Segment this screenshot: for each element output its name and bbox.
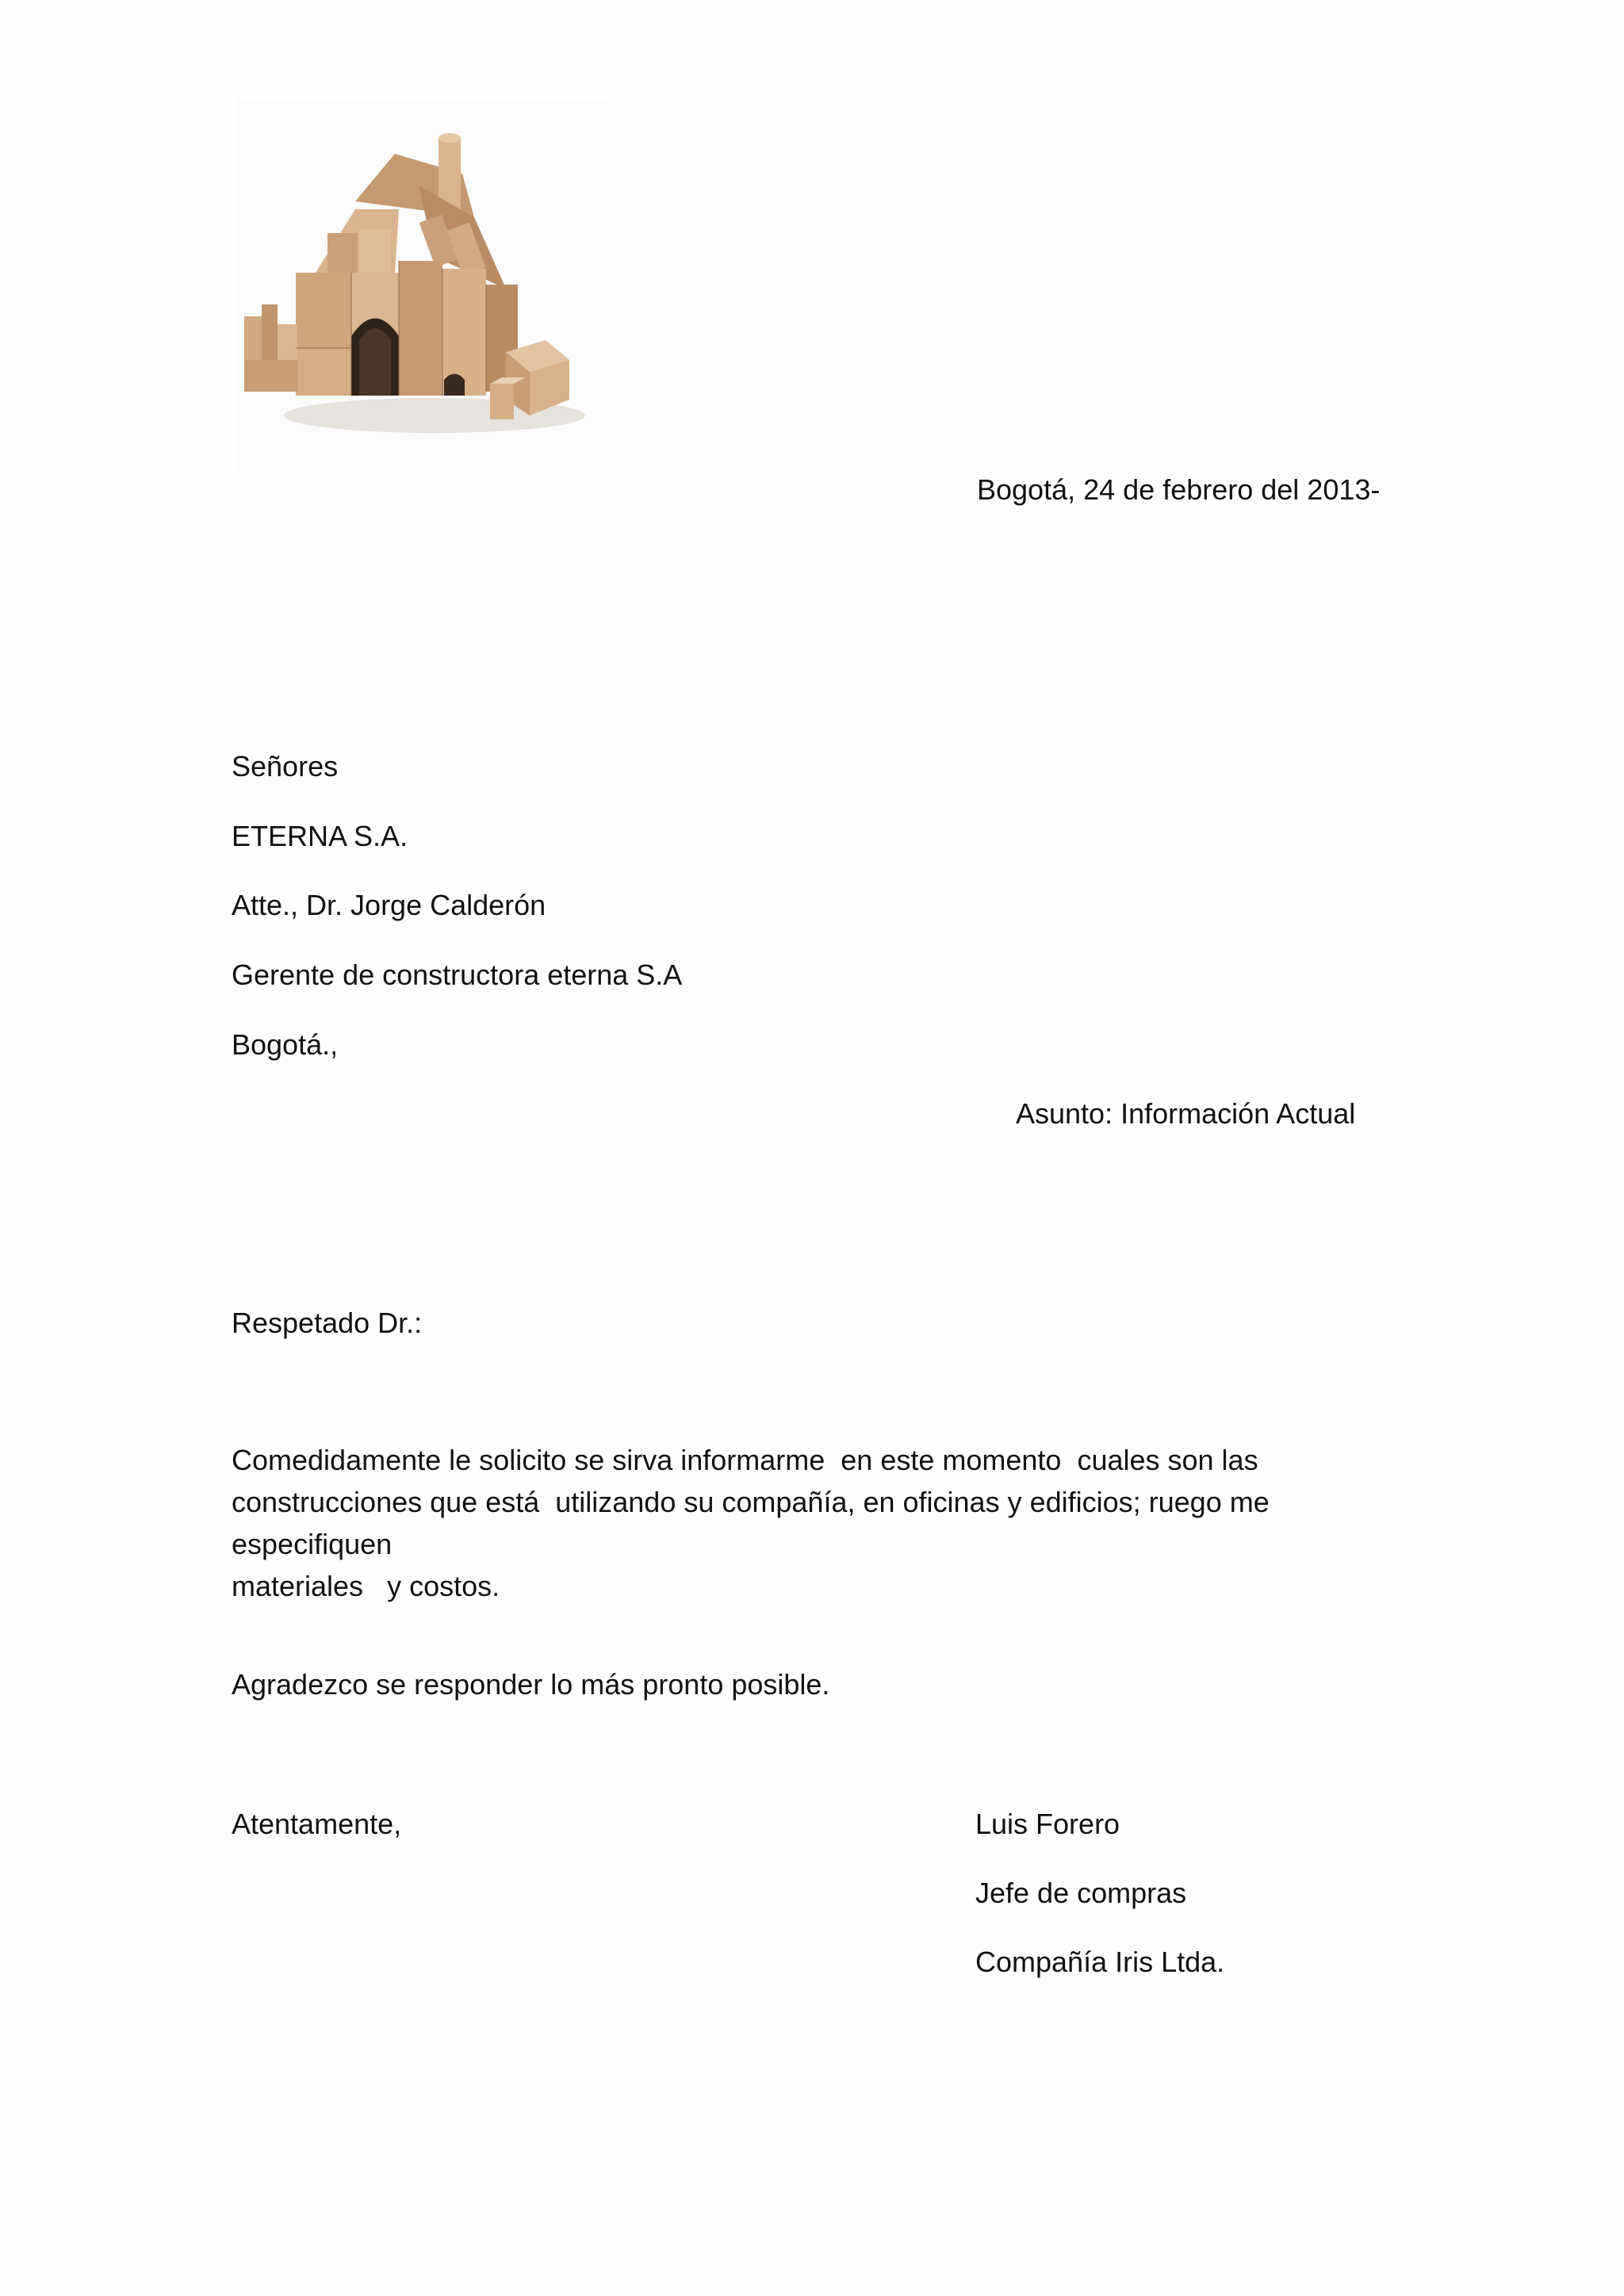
recipient-company: ETERNA S.A. [232, 820, 408, 852]
wooden-block-house-icon [236, 98, 609, 471]
recipient-position: Gerente de constructora eterna S.A [232, 959, 683, 991]
sender-title: Jefe de compras [975, 1877, 1187, 1909]
letter-date: Bogotá, 24 de febrero del 2013- [977, 473, 1381, 506]
letter-subject: Asunto: Información Actual [1016, 1097, 1356, 1130]
letter-greeting: Respetado Dr.: [232, 1307, 423, 1339]
closing-request: Agradezco se responder lo más pronto posible. [232, 1668, 830, 1701]
letter-body-paragraph: Comedidamente le solicito se sirva informarme en este momento cuales son las construcciones que está utilizando su compañía, en oficinas y edificios; ruego me especifiquen materiales y costos. [232, 1444, 1270, 1602]
sender-name: Luis Forero [975, 1808, 1120, 1840]
recipient-attention: Atte., Dr. Jorge Calderón [232, 889, 546, 921]
recipient-salutation-line: Señores [232, 750, 339, 783]
letter-closing: Atentamente, [232, 1808, 402, 1840]
recipient-city: Bogotá., [232, 1028, 339, 1061]
sender-company: Compañía Iris Ltda. [975, 1946, 1225, 1978]
